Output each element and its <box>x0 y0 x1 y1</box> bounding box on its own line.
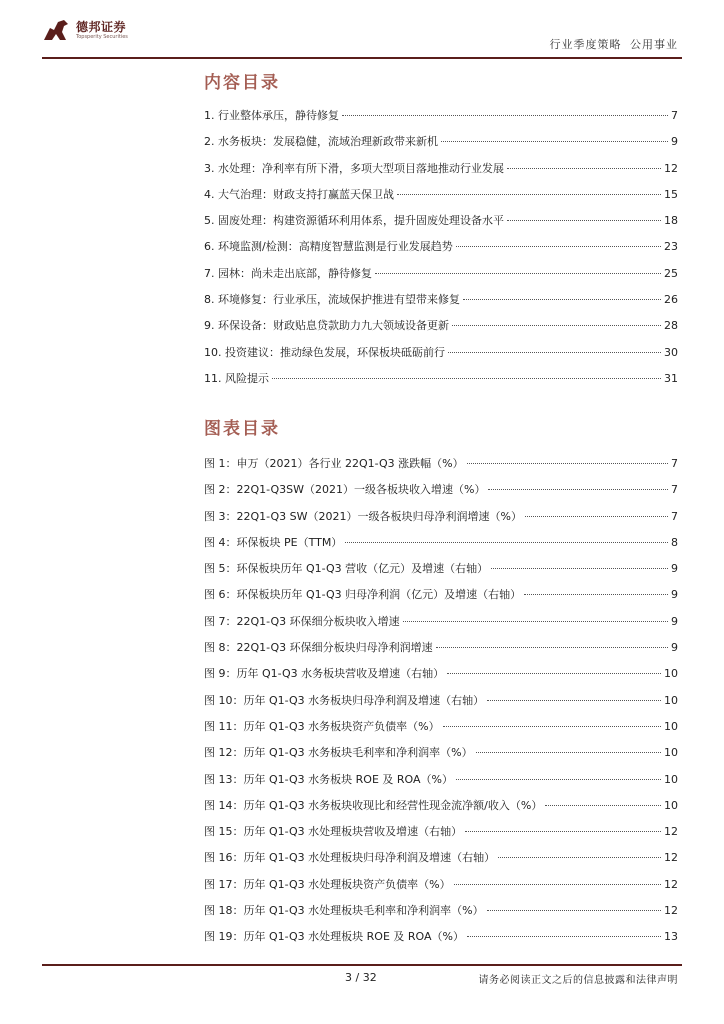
figure-entry[interactable] <box>204 692 678 718</box>
figure-entry-page: 10 <box>664 693 678 707</box>
toc-entry-label: 4. 大气治理：财政支持打赢蓝天保卫战 <box>204 187 394 201</box>
dot-leader <box>507 168 661 169</box>
dot-leader <box>441 141 668 142</box>
report-type: 行业季度策略 <box>549 38 622 51</box>
toc-entry-page: 31 <box>664 371 678 385</box>
figure-entry[interactable] <box>204 849 678 875</box>
toc-entry[interactable] <box>204 344 678 370</box>
figure-entry[interactable] <box>204 481 678 507</box>
dot-leader <box>524 594 668 595</box>
toc-entry-page: 28 <box>664 319 678 333</box>
figure-entry-page: 12 <box>664 904 678 918</box>
toc-entry-page: 26 <box>664 293 678 307</box>
toc-entry-label: 3. 水处理：净利率有所下滑，多项大型项目落地推动行业发展 <box>204 161 504 175</box>
figure-entry-page: 10 <box>664 719 678 733</box>
figure-entry-page: 7 <box>671 509 678 523</box>
toc-entry-label: 6. 环境监测/检测：高精度智慧监测是行业发展趋势 <box>204 240 453 254</box>
toc-entry-label: 2. 水务板块：发展稳健，流域治理新政带来新机 <box>204 135 438 149</box>
toc-entry[interactable] <box>204 238 678 264</box>
figure-entry[interactable] <box>204 455 678 481</box>
figure-entry-label: 图 9：历年 Q1-Q3 水务板块营收及增速（右轴） <box>204 667 445 681</box>
toc-entry-page: 12 <box>664 161 678 175</box>
legal-disclaimer: 请务必阅读正文之后的信息披露和法律声明 <box>478 975 678 986</box>
toc-entry-page: 23 <box>664 240 678 254</box>
toc-entry[interactable] <box>204 317 678 343</box>
header-divider <box>42 57 682 59</box>
page-number: 3 / 32 <box>345 971 377 984</box>
figure-entry-label: 图 2：22Q1-Q3SW（2021）一级各板块收入增速（%） <box>204 483 486 497</box>
toc-entry-label: 11. 风险提示 <box>204 371 269 385</box>
figure-entry-label: 图 12：历年 Q1-Q3 水务板块毛利率和净利润率（%） <box>204 746 473 760</box>
figures-list <box>204 455 678 955</box>
figure-entry-label: 图 16：历年 Q1-Q3 水处理板块归母净利润及增速（右轴） <box>204 851 496 865</box>
logo-name-en: Topsperity Securities <box>76 33 128 40</box>
figure-entry-label: 图 7：22Q1-Q3 环保细分板块收入增速 <box>204 614 400 628</box>
figure-entry[interactable] <box>204 508 678 534</box>
figure-entry[interactable] <box>204 771 678 797</box>
dot-leader <box>436 647 668 648</box>
figure-entry[interactable] <box>204 560 678 586</box>
dot-leader <box>443 726 661 727</box>
dot-leader <box>487 700 661 701</box>
dot-leader <box>456 246 661 247</box>
toc-entry[interactable] <box>204 186 678 212</box>
figure-entry-page: 10 <box>664 746 678 760</box>
toc-entry-page: 18 <box>664 214 678 228</box>
figure-entry-page: 7 <box>671 483 678 497</box>
toc-entry-label: 10. 投资建议：推动绿色发展，环保板块砥砺前行 <box>204 345 445 359</box>
dot-leader <box>345 542 668 543</box>
toc-title: 内容目录 <box>204 73 280 93</box>
dot-leader <box>463 299 661 300</box>
logo-name-cn: 德邦证券 <box>76 19 127 34</box>
figure-entry-page: 9 <box>671 562 678 576</box>
dot-leader <box>525 516 668 517</box>
figure-entry-label: 图 4：环保板块 PE（TTM） <box>204 535 343 549</box>
report-category <box>550 36 679 52</box>
toc-entry[interactable] <box>204 107 678 133</box>
figure-entry-label: 图 19：历年 Q1-Q3 水处理板块 ROE 及 ROA（%） <box>204 930 464 944</box>
figure-entry[interactable] <box>204 744 678 770</box>
dot-leader <box>465 831 661 832</box>
dot-leader <box>447 673 661 674</box>
figure-entry[interactable] <box>204 639 678 665</box>
figure-entry-label: 图 15：历年 Q1-Q3 水处理板块营收及增速（右轴） <box>204 825 463 839</box>
figure-entry-label: 图 14：历年 Q1-Q3 水务板块收现比和经营性现金流净额/收入（%） <box>204 798 543 812</box>
figure-entry-page: 12 <box>664 877 678 891</box>
horse-logo-icon <box>42 18 70 42</box>
figure-entry-page: 12 <box>664 825 678 839</box>
figure-entry[interactable] <box>204 902 678 928</box>
toc-entry[interactable] <box>204 160 678 186</box>
figure-entry[interactable] <box>204 586 678 612</box>
figure-entry-label: 图 13：历年 Q1-Q3 水务板块 ROE 及 ROA（%） <box>204 772 453 786</box>
figure-entry-page: 9 <box>671 588 678 602</box>
dot-leader <box>403 621 668 622</box>
dot-leader <box>467 936 661 937</box>
dot-leader <box>498 857 661 858</box>
dot-leader <box>342 115 668 116</box>
figure-entry-label: 图 17：历年 Q1-Q3 水处理板块资产负债率（%） <box>204 877 451 891</box>
toc-entry[interactable] <box>204 370 678 396</box>
figures-title: 图表目录 <box>204 419 280 439</box>
toc-entry-page: 25 <box>664 266 678 280</box>
figure-entry[interactable] <box>204 876 678 902</box>
figure-entry-page: 9 <box>671 641 678 655</box>
dot-leader <box>476 752 661 753</box>
footer-divider <box>42 964 682 966</box>
figure-entry-page: 13 <box>664 930 678 944</box>
figure-entry-page: 10 <box>664 798 678 812</box>
dot-leader <box>487 910 661 911</box>
figure-entry-label: 图 1：申万（2021）各行业 22Q1-Q3 涨跌幅（%） <box>204 457 464 470</box>
toc-entry-page: 15 <box>664 187 678 201</box>
figure-entry-label: 图 10：历年 Q1-Q3 水务板块归母净利润及增速（右轴） <box>204 693 485 707</box>
figure-entry-label: 图 5：环保板块历年 Q1-Q3 营收（亿元）及增速（右轴） <box>204 562 489 576</box>
dot-leader <box>491 568 668 569</box>
figure-entry-page: 12 <box>664 851 678 865</box>
toc-entry[interactable] <box>204 291 678 317</box>
figure-entry-page: 8 <box>671 535 678 549</box>
figure-entry[interactable] <box>204 823 678 849</box>
dot-leader <box>488 489 668 490</box>
toc-entry-label: 7. 园林：尚未走出底部，静待修复 <box>204 266 372 280</box>
dot-leader <box>452 325 661 326</box>
figure-entry-label: 图 11：历年 Q1-Q3 水务板块资产负债率（%） <box>204 719 440 733</box>
figure-entry[interactable] <box>204 718 678 744</box>
figure-entry-label: 图 6：环保板块历年 Q1-Q3 归母净利润（亿元）及增速（右轴） <box>204 588 522 602</box>
dot-leader <box>507 220 661 221</box>
figure-entry[interactable] <box>204 613 678 639</box>
figure-entry-page: 7 <box>671 457 678 470</box>
figure-entry[interactable] <box>204 797 678 823</box>
figure-entry-page: 10 <box>664 772 678 786</box>
dot-leader <box>456 779 661 780</box>
toc-entry[interactable] <box>204 133 678 159</box>
figure-entry[interactable] <box>204 534 678 560</box>
company-logo <box>42 18 128 42</box>
dot-leader <box>375 273 661 274</box>
toc-entry-page: 7 <box>671 109 678 122</box>
toc-entry-label: 8. 环境修复：行业承压，流域保护推进有望带来修复 <box>204 293 460 307</box>
dot-leader <box>545 805 661 806</box>
figure-entry-label: 图 18：历年 Q1-Q3 水处理板块毛利率和净利润率（%） <box>204 904 484 918</box>
figure-entry[interactable] <box>204 665 678 691</box>
toc-entry-label: 1. 行业整体承压，静待修复 <box>204 109 339 122</box>
dot-leader <box>397 194 661 195</box>
toc-list <box>204 107 678 396</box>
toc-entry-label: 5. 固废处理：构建资源循环利用体系，提升固废处理设备水平 <box>204 214 504 228</box>
toc-entry[interactable] <box>204 265 678 291</box>
dot-leader <box>467 463 668 464</box>
toc-entry[interactable] <box>204 212 678 238</box>
dot-leader <box>448 352 661 353</box>
figure-entry[interactable] <box>204 928 678 954</box>
toc-entry-page: 30 <box>664 345 678 359</box>
figure-entry-label: 图 8：22Q1-Q3 环保细分板块归母净利润增速 <box>204 641 433 655</box>
industry-name: 公用事业 <box>630 38 678 51</box>
dot-leader <box>272 378 661 379</box>
toc-entry-page: 9 <box>671 135 678 149</box>
figure-entry-page: 9 <box>671 614 678 628</box>
dot-leader <box>454 884 661 885</box>
figure-entry-page: 10 <box>664 667 678 681</box>
figure-entry-label: 图 3：22Q1-Q3 SW（2021）一级各板块归母净利润增速（%） <box>204 509 522 523</box>
toc-entry-label: 9. 环保设备：财政贴息贷款助力九大领域设备更新 <box>204 319 449 333</box>
